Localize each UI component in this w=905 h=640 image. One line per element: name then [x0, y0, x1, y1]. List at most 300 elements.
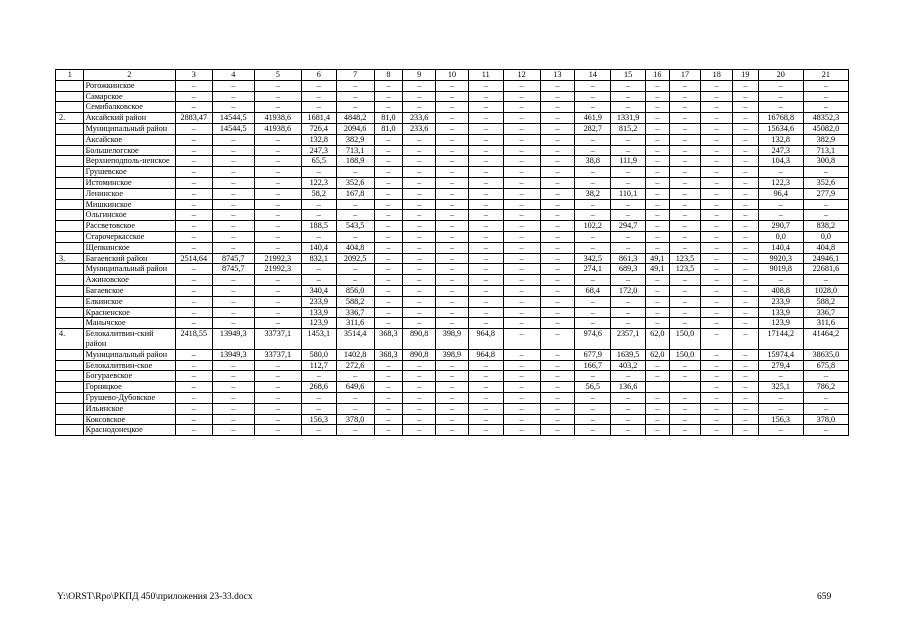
table-cell: – [175, 285, 212, 296]
column-header: 4 [212, 70, 254, 81]
table-cell: – [254, 285, 301, 296]
table-cell: – [669, 123, 701, 134]
table-cell: – [212, 199, 254, 210]
table-cell: 382,9 [803, 134, 848, 145]
table-cell: – [733, 296, 759, 307]
table-cell: – [374, 275, 403, 286]
row-number [56, 285, 84, 296]
table-cell: – [733, 123, 759, 134]
table-cell: – [803, 80, 848, 91]
table-cell: – [468, 371, 503, 382]
table-cell: – [436, 145, 469, 156]
table-cell: 325,1 [758, 382, 803, 393]
table-cell: – [540, 349, 575, 360]
table-cell: 3514,4 [336, 329, 374, 350]
table-cell: 815,2 [611, 123, 646, 134]
table-cell: 336,7 [336, 307, 374, 318]
table-cell: – [436, 414, 469, 425]
table-cell: – [403, 392, 436, 403]
table-cell: – [646, 123, 670, 134]
table-cell: – [436, 360, 469, 371]
table-cell: 133,9 [758, 307, 803, 318]
table-cell: 588,2 [336, 296, 374, 307]
table-cell: 123,5 [669, 253, 701, 264]
table-cell: 14544,5 [212, 123, 254, 134]
table-cell: 233,6 [403, 123, 436, 134]
row-name: Краснодонецкое [83, 425, 175, 436]
table-cell: – [803, 91, 848, 102]
table-cell: – [212, 145, 254, 156]
row-name: Грушево-Дубовское [83, 392, 175, 403]
table-cell: – [540, 188, 575, 199]
table-cell: – [503, 242, 540, 253]
table-cell: – [575, 199, 611, 210]
row-name: Муниципальный район [83, 264, 175, 275]
table-cell: – [468, 145, 503, 156]
table-cell: – [468, 167, 503, 178]
table-cell: – [436, 210, 469, 221]
table-cell: 166,7 [575, 360, 611, 371]
table-cell: – [336, 392, 374, 403]
table-cell: 342,5 [575, 253, 611, 264]
row-number [56, 307, 84, 318]
table-cell: – [669, 199, 701, 210]
table-cell: 156,3 [758, 414, 803, 425]
table-cell: – [575, 91, 611, 102]
table-cell: – [254, 275, 301, 286]
table-cell: – [669, 296, 701, 307]
table-cell: – [175, 392, 212, 403]
table-cell: 368,3 [374, 329, 403, 350]
table-cell: – [669, 414, 701, 425]
table-cell: – [254, 242, 301, 253]
table-cell: – [503, 221, 540, 232]
table-cell: – [503, 318, 540, 329]
table-cell: – [254, 392, 301, 403]
table-cell: – [254, 80, 301, 91]
table-cell: – [436, 382, 469, 393]
table-cell: – [611, 177, 646, 188]
table-cell: 41938,6 [254, 113, 301, 124]
table-cell: – [254, 102, 301, 113]
table-cell: 41938,6 [254, 123, 301, 134]
table-cell: – [646, 285, 670, 296]
table-cell: 272,6 [336, 360, 374, 371]
table-cell: 786,2 [803, 382, 848, 393]
table-row [56, 403, 849, 414]
table-cell: – [175, 123, 212, 134]
table-cell: 13949,3 [212, 329, 254, 350]
table-cell: – [646, 318, 670, 329]
row-name: Рогожкинское [83, 80, 175, 91]
table-cell: – [540, 134, 575, 145]
table-cell: – [540, 113, 575, 124]
table-row [56, 188, 849, 199]
table-cell: – [611, 199, 646, 210]
table-cell: – [503, 382, 540, 393]
table-cell: – [733, 210, 759, 221]
table-cell: 49,1 [646, 264, 670, 275]
table-cell: 110,1 [611, 188, 646, 199]
column-header: 2 [83, 70, 175, 81]
table-cell: 16768,8 [758, 113, 803, 124]
table-cell: – [336, 371, 374, 382]
table-row [56, 285, 849, 296]
table-cell: – [540, 264, 575, 275]
table-row [56, 425, 849, 436]
table-cell: – [374, 145, 403, 156]
table-cell: – [436, 318, 469, 329]
table-row [56, 91, 849, 102]
table-cell: – [701, 221, 733, 232]
table-cell: 9019,8 [758, 264, 803, 275]
table-cell: – [540, 156, 575, 167]
table-cell: – [468, 242, 503, 253]
table-cell: 15974,4 [758, 349, 803, 360]
table-cell: – [733, 134, 759, 145]
table-cell: 140,4 [758, 242, 803, 253]
table-cell: – [646, 102, 670, 113]
table-cell: – [254, 425, 301, 436]
table-cell: – [374, 253, 403, 264]
table-cell: – [646, 113, 670, 124]
table-cell: 4848,2 [336, 113, 374, 124]
table-cell: – [374, 199, 403, 210]
table-cell: – [540, 221, 575, 232]
table-row [56, 382, 849, 393]
table-cell: 233,6 [403, 113, 436, 124]
table-cell: – [468, 156, 503, 167]
row-name: Аксайское [83, 134, 175, 145]
table-cell: 123,9 [758, 318, 803, 329]
table-cell: 21992,3 [254, 253, 301, 264]
table-cell: – [468, 199, 503, 210]
table-cell: – [468, 80, 503, 91]
table-cell: – [575, 231, 611, 242]
table-cell: – [336, 403, 374, 414]
table-cell: – [701, 371, 733, 382]
table-cell: – [336, 425, 374, 436]
column-header: 3 [175, 70, 212, 81]
table-cell: – [403, 307, 436, 318]
table-cell: – [503, 360, 540, 371]
table-cell: 150,0 [669, 329, 701, 350]
table-cell: – [540, 296, 575, 307]
table-cell: – [503, 392, 540, 403]
table-cell: – [374, 360, 403, 371]
table-cell: 122,3 [301, 177, 336, 188]
table-cell: – [540, 329, 575, 350]
table-cell: – [336, 264, 374, 275]
table-cell: 403,2 [611, 360, 646, 371]
table-cell: – [374, 403, 403, 414]
table-cell: – [403, 231, 436, 242]
table-cell: – [575, 307, 611, 318]
table-cell: – [733, 275, 759, 286]
table-cell: – [403, 264, 436, 275]
column-header: 16 [646, 70, 670, 81]
table-cell: 677,9 [575, 349, 611, 360]
table-cell: – [646, 242, 670, 253]
table-cell: – [733, 403, 759, 414]
table-cell: – [468, 253, 503, 264]
table-cell: – [468, 296, 503, 307]
row-name: Коксовское [83, 414, 175, 425]
table-cell: 713,1 [336, 145, 374, 156]
table-cell: – [374, 425, 403, 436]
table-cell: – [403, 382, 436, 393]
table-cell: – [733, 371, 759, 382]
table-cell: – [374, 296, 403, 307]
table-cell: 96,4 [758, 188, 803, 199]
row-number [56, 275, 84, 286]
table-cell: – [733, 414, 759, 425]
table-cell: – [468, 414, 503, 425]
table-cell: – [436, 80, 469, 91]
table-cell: – [301, 275, 336, 286]
table-cell: – [212, 210, 254, 221]
table-cell: 167,8 [336, 188, 374, 199]
table-cell: 38,2 [575, 188, 611, 199]
table-cell: – [212, 80, 254, 91]
table-cell: – [701, 91, 733, 102]
table-row [56, 210, 849, 221]
table-cell: – [646, 392, 670, 403]
table-cell: – [175, 382, 212, 393]
table-cell: – [336, 210, 374, 221]
table-cell: – [468, 382, 503, 393]
table-cell: 1681,4 [301, 113, 336, 124]
table-cell: 398,9 [436, 329, 469, 350]
table-cell: – [758, 371, 803, 382]
table-row [56, 296, 849, 307]
column-header: 21 [803, 70, 848, 81]
table-cell: 290,7 [758, 221, 803, 232]
column-header: 10 [436, 70, 469, 81]
table-cell: – [436, 296, 469, 307]
table-cell: 123,9 [301, 318, 336, 329]
table-cell: – [669, 425, 701, 436]
table-cell: – [212, 275, 254, 286]
table-cell: 294,7 [611, 221, 646, 232]
table-row [56, 253, 849, 264]
table-cell: 188,9 [336, 156, 374, 167]
table-cell: – [540, 102, 575, 113]
data-table [55, 69, 849, 436]
table-row [56, 231, 849, 242]
table-cell: 2094,6 [336, 123, 374, 134]
table-cell: – [733, 382, 759, 393]
table-cell: – [669, 102, 701, 113]
table-cell: – [212, 221, 254, 232]
table-cell: 233,9 [758, 296, 803, 307]
table-cell: – [175, 231, 212, 242]
table-cell: – [503, 199, 540, 210]
table-cell: – [212, 134, 254, 145]
column-header: 5 [254, 70, 301, 81]
table-cell: – [503, 275, 540, 286]
table-cell: 378,0 [336, 414, 374, 425]
column-header: 9 [403, 70, 436, 81]
table-cell: 81,0 [374, 113, 403, 124]
table-cell: – [212, 382, 254, 393]
table-cell: 104,3 [758, 156, 803, 167]
row-name: Старочеркасское [83, 231, 175, 242]
table-cell: – [669, 177, 701, 188]
table-cell: – [669, 134, 701, 145]
column-header: 6 [301, 70, 336, 81]
table-cell: – [403, 371, 436, 382]
table-cell: – [436, 102, 469, 113]
table-cell: – [733, 177, 759, 188]
table-cell: – [669, 403, 701, 414]
table-cell: 675,8 [803, 360, 848, 371]
table-cell: – [374, 231, 403, 242]
row-name: Аксайский район [83, 113, 175, 124]
table-cell: – [646, 231, 670, 242]
table-cell: – [403, 167, 436, 178]
table-cell: 56,5 [575, 382, 611, 393]
table-cell: – [540, 403, 575, 414]
table-cell: – [254, 177, 301, 188]
table-cell: 832,1 [301, 253, 336, 264]
table-cell: – [212, 91, 254, 102]
table-cell: – [701, 156, 733, 167]
table-cell: – [575, 371, 611, 382]
table-cell: 33737,1 [254, 349, 301, 360]
row-number [56, 318, 84, 329]
table-row [56, 392, 849, 403]
table-cell: – [701, 275, 733, 286]
table-cell: – [611, 167, 646, 178]
table-cell: – [758, 275, 803, 286]
table-cell: – [540, 231, 575, 242]
table-cell: – [701, 123, 733, 134]
table-cell: – [403, 80, 436, 91]
table-cell: – [669, 188, 701, 199]
table-cell: – [175, 156, 212, 167]
table-cell: – [701, 414, 733, 425]
table-cell: – [503, 145, 540, 156]
table-cell: – [540, 91, 575, 102]
table-cell: 964,8 [468, 349, 503, 360]
row-name: Елкинское [83, 296, 175, 307]
table-row [56, 123, 849, 134]
table-cell: 123,5 [669, 264, 701, 275]
table-cell: – [175, 318, 212, 329]
table-cell: – [803, 210, 848, 221]
row-number [56, 382, 84, 393]
table-cell: 964,8 [468, 329, 503, 350]
table-cell: 398,9 [436, 349, 469, 360]
table-cell: 62,0 [646, 329, 670, 350]
table-cell: – [540, 425, 575, 436]
table-cell: – [374, 167, 403, 178]
table-cell: – [403, 403, 436, 414]
table-cell: – [254, 231, 301, 242]
table-cell: – [436, 231, 469, 242]
table-cell: – [540, 177, 575, 188]
table-cell: – [212, 177, 254, 188]
table-cell: – [758, 392, 803, 403]
table-cell: – [646, 360, 670, 371]
table-cell: – [468, 188, 503, 199]
table-cell: 62,0 [646, 349, 670, 360]
table-cell: – [254, 134, 301, 145]
footer-page-number: 659 [817, 592, 832, 602]
table-cell: – [540, 145, 575, 156]
table-cell: – [758, 80, 803, 91]
table-cell: – [733, 80, 759, 91]
table-cell: 856,0 [336, 285, 374, 296]
table-cell: – [503, 188, 540, 199]
table-cell: – [503, 210, 540, 221]
row-number [56, 91, 84, 102]
table-cell: – [468, 318, 503, 329]
table-cell: – [503, 134, 540, 145]
table-cell: – [733, 167, 759, 178]
table-cell: 726,4 [301, 123, 336, 134]
table-cell: 368,3 [374, 349, 403, 360]
row-name: Большелогское [83, 145, 175, 156]
table-cell: 1639,5 [611, 349, 646, 360]
table-cell: – [669, 156, 701, 167]
table-cell: – [611, 231, 646, 242]
table-cell: – [669, 145, 701, 156]
table-cell: – [575, 177, 611, 188]
table-cell: – [575, 210, 611, 221]
table-cell: – [254, 221, 301, 232]
table-cell: – [374, 382, 403, 393]
table-cell: – [212, 188, 254, 199]
table-cell: 15634,6 [758, 123, 803, 134]
row-number [56, 425, 84, 436]
table-cell: – [733, 199, 759, 210]
row-name: Багаевский район [83, 253, 175, 264]
table-cell: – [468, 134, 503, 145]
table-header-row [56, 70, 849, 81]
table-cell: – [611, 145, 646, 156]
table-cell: – [611, 318, 646, 329]
table-cell: – [254, 307, 301, 318]
table-cell: 45082,0 [803, 123, 848, 134]
row-name: Ольгинское [83, 210, 175, 221]
table-cell: – [374, 134, 403, 145]
table-cell: – [575, 392, 611, 403]
table-cell: – [336, 91, 374, 102]
table-cell: – [701, 167, 733, 178]
table-cell: – [733, 264, 759, 275]
table-cell: 2092,5 [336, 253, 374, 264]
table-cell: – [254, 371, 301, 382]
table-cell: – [254, 296, 301, 307]
table-row [56, 134, 849, 145]
table-cell: 150,0 [669, 349, 701, 360]
table-cell: 861,3 [611, 253, 646, 264]
table-cell: – [336, 199, 374, 210]
table-cell: – [540, 253, 575, 264]
table-cell: – [758, 102, 803, 113]
column-header: 20 [758, 70, 803, 81]
table-cell: – [212, 285, 254, 296]
table-cell: – [374, 188, 403, 199]
table-cell: – [669, 91, 701, 102]
table-cell: – [374, 80, 403, 91]
table-cell: 352,6 [803, 177, 848, 188]
table-cell: – [646, 403, 670, 414]
table-cell: – [733, 156, 759, 167]
table-cell: 13949,3 [212, 349, 254, 360]
